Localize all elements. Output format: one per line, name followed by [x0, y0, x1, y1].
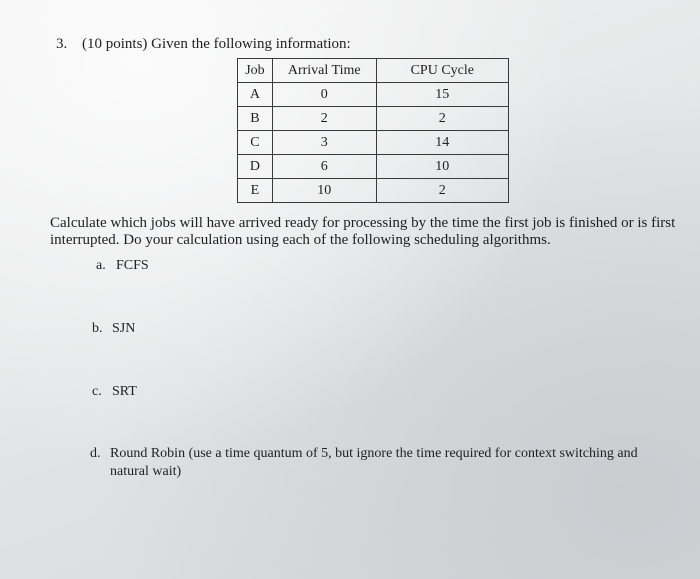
table-header-row	[238, 59, 509, 83]
arrival-cell: 2	[272, 107, 376, 131]
item-marker: c.	[92, 384, 102, 399]
table-row	[238, 179, 509, 203]
cpu-cell: 15	[376, 83, 508, 107]
arrival-cell: 6	[272, 155, 376, 179]
item-text: Round Robin (use a time quantum of 5, but ignore the time required for context switching and natural wait)	[110, 446, 638, 479]
arrival-cell: 3	[272, 131, 376, 155]
cpu-cell: 10	[376, 155, 508, 179]
list-item-srt	[92, 384, 137, 400]
job-cell: D	[238, 155, 273, 179]
header-cpu-cycle: CPU Cycle	[376, 59, 508, 83]
question-header: (10 points) Given the following information:	[82, 36, 351, 52]
item-text: FCFS	[116, 258, 149, 273]
table-row	[238, 83, 509, 107]
item-marker: a.	[96, 258, 106, 273]
arrival-cell: 10	[272, 179, 376, 203]
arrival-cell: 0	[272, 83, 376, 107]
list-item-round-robin	[90, 445, 670, 481]
job-cell: B	[238, 107, 273, 131]
cpu-cell: 2	[376, 179, 508, 203]
item-marker: d.	[90, 446, 101, 461]
list-item-sjn	[92, 321, 135, 337]
job-cell: E	[238, 179, 273, 203]
item-marker: b.	[92, 321, 103, 336]
table-row	[238, 155, 509, 179]
header-arrival-time: Arrival Time	[272, 59, 376, 83]
job-cell: C	[238, 131, 273, 155]
cpu-cell: 14	[376, 131, 508, 155]
question-number: 3.	[56, 36, 68, 52]
item-text: SRT	[112, 384, 137, 399]
table-row	[238, 107, 509, 131]
cpu-cell: 2	[376, 107, 508, 131]
list-item-fcfs	[96, 258, 149, 274]
instruction-paragraph: Calculate which jobs will have arrived ready for processing by the time the first job is finished or is first interrupted. Do your calculation using each of the following scheduling algorithms.	[50, 215, 676, 248]
item-text: SJN	[112, 321, 136, 336]
table-row	[238, 131, 509, 155]
job-cell: A	[238, 83, 273, 107]
header-job: Job	[238, 59, 273, 83]
job-table	[237, 58, 509, 203]
